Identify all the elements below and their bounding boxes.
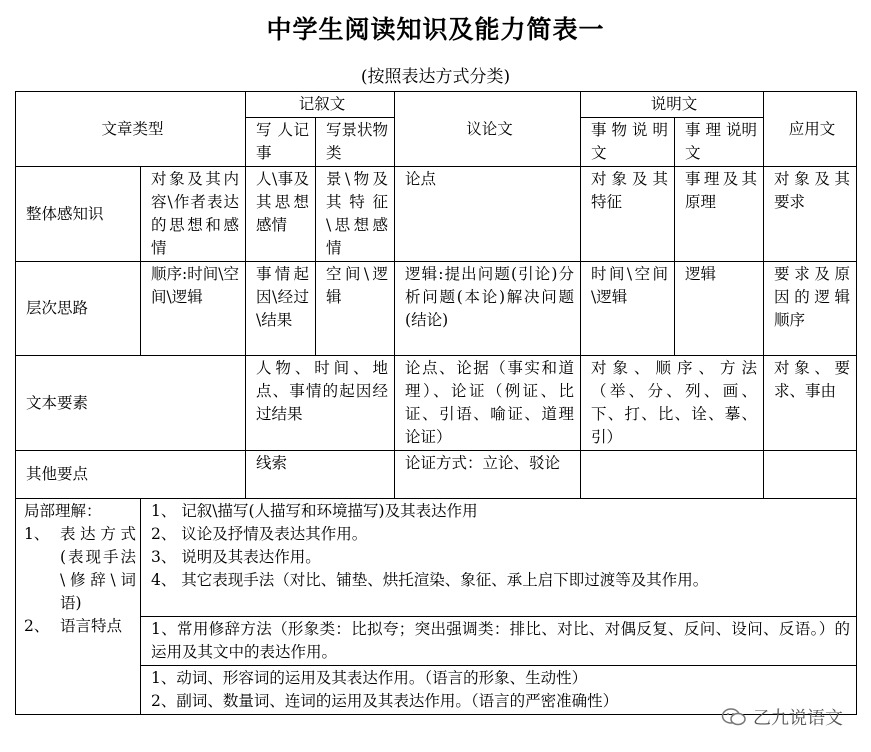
local-item-2-text: 语言特点 (60, 617, 123, 635)
watermark (721, 704, 843, 730)
header-narrative-scene: 写景状物类 (316, 118, 395, 167)
structure-object: 时间\空间\逻辑 (581, 262, 675, 356)
local-item-1-text: 表达方式(表现手法\修辞\词语) (60, 525, 136, 612)
local-item-2-num: 2、 (24, 617, 50, 635)
structure-people: 事情起因\经过\结果 (246, 262, 316, 356)
other-expository (581, 451, 764, 499)
overall-scene: 景\物及其特征\思想感情 (316, 167, 395, 262)
overall-people: 人\事及其思想感情 (246, 167, 316, 262)
row-label-structure: 层次思路 (16, 262, 141, 356)
elements-expository: 对象、顺序、方法（举、分、列、画、下、打、比、诠、摹、引） (581, 356, 764, 451)
wechat-icon (721, 707, 747, 727)
other-narrative: 线索 (246, 451, 395, 499)
header-expository-object: 事物说明文 (581, 118, 675, 167)
local-block-1-line: 3、 说明及其表达作用。 (151, 548, 321, 566)
local-block-3-line: 1、动词、形容词的运用及其表达作用。（语言的形象、生动性） (151, 669, 588, 687)
other-argument: 论证方式：立论、驳论 (395, 451, 581, 499)
structure-applied: 要求及原因的逻辑顺序 (764, 262, 857, 356)
elements-argument: 论点、论据（事实和道理）、论证（例证、比证、引语、喻证、道理论证） (395, 356, 581, 451)
summary-table (15, 91, 857, 715)
other-applied (764, 451, 857, 499)
local-block-1-line: 1、 记叙\描写(人描写和环境描写)及其表达作用 (151, 502, 478, 520)
overall-object: 对象及其特征 (581, 167, 675, 262)
page-subtitle: (按照表达方式分类) (360, 67, 511, 87)
structure-reason: 逻辑 (675, 262, 764, 356)
local-block-3-line: 2、副词、数量词、连词的运用及其表达作用。（语言的严密准确性） (151, 692, 619, 710)
row-label-other: 其他要点 (16, 451, 246, 499)
local-heading-cell (16, 499, 141, 715)
page-title: 中学生阅读知识及能力简表一 (266, 15, 605, 44)
watermark-text: 乙九说语文 (753, 708, 843, 729)
row-label-overall: 整体感知识 (16, 167, 141, 262)
header-narrative: 记叙文 (246, 92, 395, 118)
header-expository-reason: 事 理 说明文 (675, 118, 764, 167)
overall-sub: 对象及其内容\作者表达的思想和感情 (141, 167, 246, 262)
header-argument: 议论文 (395, 92, 581, 167)
header-applied: 应用文 (764, 92, 857, 167)
structure-sub: 顺序:时间\空间\逻辑 (141, 262, 246, 356)
elements-narrative: 人物、时间、地点、事情的起因经过结果 (246, 356, 395, 451)
local-block-2: 1、常用修辞方法（形象类：比拟夸；突出强调类：排比、对比、对偶反复、反问、设问、反语。）的运用及其文中的表达作用。 (141, 617, 857, 666)
local-heading: 局部理解： (24, 502, 102, 520)
overall-reason: 事理及其原理 (675, 167, 764, 262)
local-block-1-line: 4、 其它表现手法（对比、铺垫、烘托渲染、象征、承上启下即过渡等及其作用。 (151, 571, 709, 589)
overall-argument: 论点 (395, 167, 581, 262)
row-label-elements: 文本要素 (16, 356, 246, 451)
elements-applied: 对象、要求、事由 (764, 356, 857, 451)
overall-applied: 对象及其要求 (764, 167, 857, 262)
header-article-type: 文章类型 (16, 92, 246, 167)
header-narrative-people: 写 人记事 (246, 118, 316, 167)
local-item-2 (24, 615, 136, 638)
local-block-1-line: 2、 议论及抒情及表达其作用。 (151, 525, 368, 543)
local-item-1-num: 1、 (24, 525, 50, 543)
structure-argument: 逻辑:提出问题(引论)分析问题(本论)解决问题(结论) (395, 262, 581, 356)
local-block-1 (141, 499, 857, 617)
local-item-1 (24, 523, 136, 615)
structure-scene: 空间\逻辑 (316, 262, 395, 356)
header-expository: 说明文 (581, 92, 764, 118)
